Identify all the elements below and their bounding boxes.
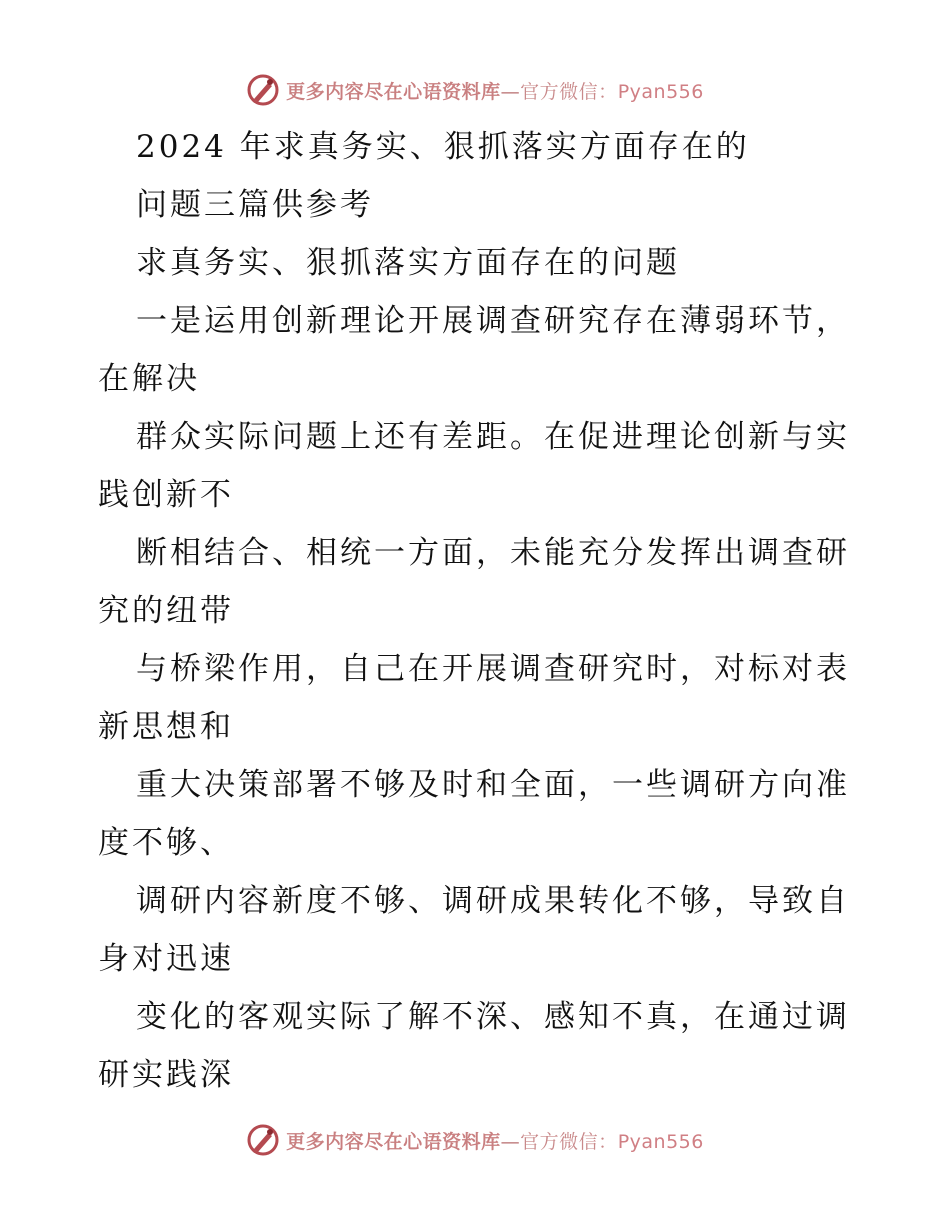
banner-dash: —	[500, 1130, 521, 1153]
paragraph-line: 度不够、	[98, 825, 234, 861]
banner-wechat-id: Pyan556	[617, 1130, 704, 1153]
paragraph-line: 研实践深	[98, 1057, 234, 1093]
paragraph-line: 身对迅速	[98, 941, 234, 977]
banner-text	[286, 1127, 704, 1154]
banner-wechat-label: 官方微信：	[520, 80, 618, 103]
paragraph-line: 践创新不	[98, 477, 234, 513]
paragraph-line: 究的纽带	[98, 593, 234, 629]
banner-wechat-id: Pyan556	[617, 80, 704, 103]
paragraph-line: 断相结合、相统一方面，未能充分发挥出调查研	[136, 535, 850, 571]
footer-watermark-banner	[0, 1120, 950, 1160]
pen-logo-icon	[246, 73, 280, 107]
paragraph-line: 新思想和	[98, 709, 234, 745]
section-heading: 求真务实、狠抓落实方面存在的问题	[136, 245, 680, 281]
header-watermark-banner	[0, 70, 950, 110]
paragraph-line: 在解决	[98, 361, 200, 397]
paragraph-line: 调研内容新度不够、调研成果转化不够，导致自	[136, 883, 850, 919]
paragraph-line: 群众实际问题上还有差距。在促进理论创新与实	[136, 419, 850, 455]
banner-wechat-label: 官方微信：	[520, 1130, 618, 1153]
paragraph-line: 变化的客观实际了解不深、感知不真，在通过调	[136, 999, 850, 1035]
paragraph-line: 重大决策部署不够及时和全面，一些调研方向准	[136, 767, 850, 803]
banner-dash: —	[500, 80, 521, 103]
pen-logo-icon	[246, 1123, 280, 1157]
paragraph-line: 一是运用创新理论开展调查研究存在薄弱环节，	[136, 303, 850, 339]
banner-text	[286, 77, 704, 104]
title-line-1: 2024 年求真务实、狠抓落实方面存在的	[136, 129, 750, 165]
banner-main-text: 更多内容尽在心语资料库	[286, 80, 501, 103]
document-body	[98, 118, 858, 1104]
paragraph-line: 与桥梁作用，自己在开展调查研究时，对标对表	[136, 651, 850, 687]
banner-main-text: 更多内容尽在心语资料库	[286, 1130, 501, 1153]
title-line-2: 问题三篇供参考	[136, 187, 374, 223]
